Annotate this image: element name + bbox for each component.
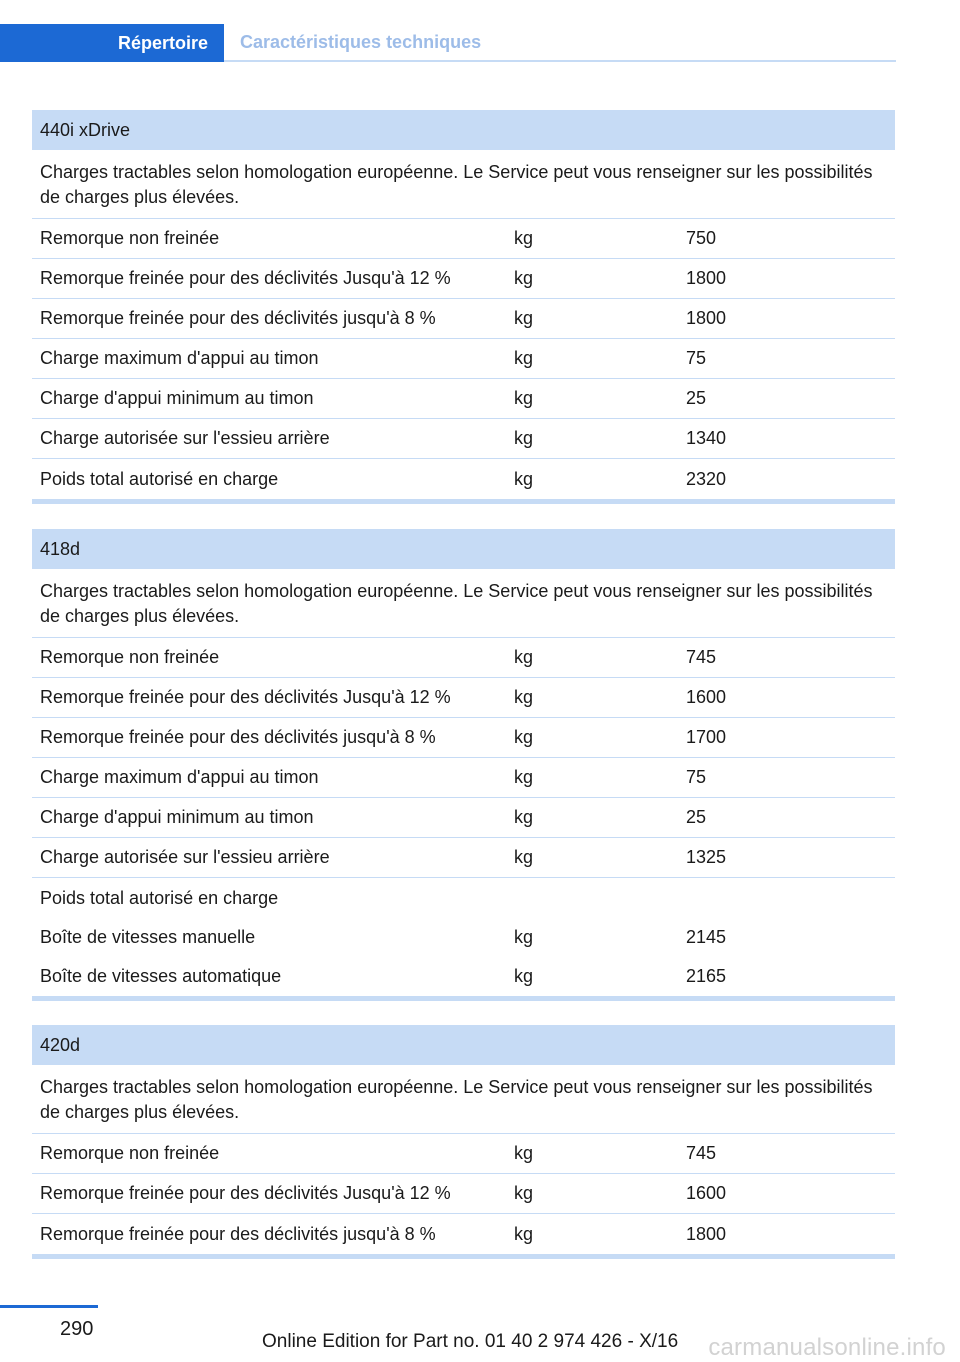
table-row	[32, 918, 895, 957]
row-unit: kg	[514, 647, 534, 667]
row-value: 750	[686, 228, 717, 248]
table-row	[32, 678, 895, 718]
row-value: 1600	[686, 1183, 727, 1203]
row-unit: kg	[514, 727, 534, 747]
table-row	[32, 1174, 895, 1214]
page-number: 290	[60, 1318, 94, 1340]
table-row	[32, 259, 895, 299]
spec-table-418d	[32, 529, 895, 1001]
row-unit: kg	[514, 428, 534, 448]
row-value: 1800	[686, 1223, 727, 1244]
row-unit: kg	[514, 767, 534, 787]
tab-caracteristiques-techniques[interactable]: Caractéristiques techniques	[240, 31, 482, 52]
row-value: 25	[686, 388, 707, 408]
row-value: 1800	[686, 308, 727, 328]
row-value: 75	[686, 348, 707, 368]
table-row	[32, 1134, 895, 1174]
row-label: Remorque freinée pour des déclivités Jusqu'à 12 %	[40, 268, 451, 288]
row-value: 2320	[686, 468, 727, 489]
row-label: Charge autorisée sur l'essieu arrière	[40, 428, 330, 448]
row-label: Charge d'appui minimum au timon	[40, 388, 314, 408]
row-unit: kg	[514, 847, 534, 867]
tab-repertoire[interactable]: Répertoire	[0, 24, 224, 62]
table-title: 440i xDrive	[32, 110, 895, 150]
table-row	[32, 339, 895, 379]
row-label: Charge maximum d'appui au timon	[40, 767, 319, 787]
row-label: Boîte de vitesses manuelle	[40, 927, 256, 947]
table-note: Charges tractables selon homologation européenne. Le Service peut vous renseigner sur les possibilités de charges plus élevées.	[32, 1065, 895, 1134]
row-value: 25	[686, 807, 707, 827]
table-row	[32, 638, 895, 678]
row-unit: kg	[514, 388, 534, 408]
row-label: Charge d'appui minimum au timon	[40, 807, 314, 827]
row-unit: kg	[514, 807, 534, 827]
header-divider	[224, 60, 896, 62]
edition-note: Online Edition for Part no. 01 40 2 974 426 - X/16	[262, 1331, 679, 1352]
row-label: Remorque freinée pour des déclivités Jusqu'à 12 %	[40, 687, 451, 707]
table-row	[32, 957, 895, 996]
table-row	[32, 718, 895, 758]
table-row	[32, 299, 895, 339]
row-label: Remorque freinée pour des déclivités jusqu'à 8 %	[40, 1223, 436, 1244]
row-label: Charge autorisée sur l'essieu arrière	[40, 847, 330, 867]
row-value: 1340	[686, 428, 727, 448]
table-row	[32, 758, 895, 798]
table-row	[32, 1214, 895, 1254]
row-unit: kg	[514, 348, 534, 368]
row-unit: kg	[514, 228, 534, 248]
table-end-rule	[32, 499, 895, 504]
table-row	[32, 798, 895, 838]
row-label: Remorque non freinée	[40, 1143, 220, 1163]
spec-table-420d	[32, 1025, 895, 1259]
row-label: Boîte de vitesses automatique	[40, 966, 282, 986]
table-note: Charges tractables selon homologation européenne. Le Service peut vous renseigner sur les possibilités de charges plus élevées.	[32, 569, 895, 638]
table-row	[32, 838, 895, 878]
row-unit: kg	[514, 1223, 534, 1244]
table-row	[32, 219, 895, 259]
row-label: Remorque freinée pour des déclivités jusqu'à 8 %	[40, 727, 436, 747]
row-unit: kg	[514, 1183, 534, 1203]
row-value: 1600	[686, 687, 727, 707]
row-value: 1800	[686, 268, 727, 288]
row-unit: kg	[514, 308, 534, 328]
table-row	[32, 459, 895, 499]
table-row	[32, 419, 895, 459]
table-end-rule	[32, 1254, 895, 1259]
table-title: 418d	[32, 529, 895, 569]
table-row	[32, 379, 895, 419]
row-value: 1325	[686, 847, 727, 867]
table-title: 420d	[32, 1025, 895, 1065]
row-value: 75	[686, 767, 707, 787]
row-value: 2165	[686, 966, 727, 986]
table-note: Charges tractables selon homologation européenne. Le Service peut vous renseigner sur les possibilités de charges plus élevées.	[32, 150, 895, 219]
row-unit: kg	[514, 927, 534, 947]
row-value: 1700	[686, 727, 727, 747]
spec-table-440i-xdrive	[32, 110, 895, 504]
row-unit: kg	[514, 687, 534, 707]
row-unit: kg	[514, 1143, 534, 1163]
table-row-group-heading	[32, 878, 895, 918]
row-unit: kg	[514, 268, 534, 288]
row-unit: kg	[514, 966, 534, 986]
row-label: Remorque non freinée	[40, 228, 220, 248]
row-value: 745	[686, 1143, 717, 1163]
watermark: carmanualsonline.info	[708, 1334, 946, 1361]
footer-accent-rule	[0, 1305, 98, 1308]
row-label: Remorque freinée pour des déclivités Jusqu'à 12 %	[40, 1183, 451, 1203]
row-label: Poids total autorisé en charge	[40, 468, 279, 489]
table-end-rule	[32, 996, 895, 1001]
row-label: Remorque freinée pour des déclivités jusqu'à 8 %	[40, 308, 436, 328]
row-label: Remorque non freinée	[40, 647, 220, 667]
row-unit: kg	[514, 468, 534, 489]
row-label: Charge maximum d'appui au timon	[40, 348, 319, 368]
row-value: 2145	[686, 927, 727, 947]
row-value: 745	[686, 647, 717, 667]
row-label: Poids total autorisé en charge	[40, 887, 279, 908]
chapter-header	[0, 24, 896, 62]
